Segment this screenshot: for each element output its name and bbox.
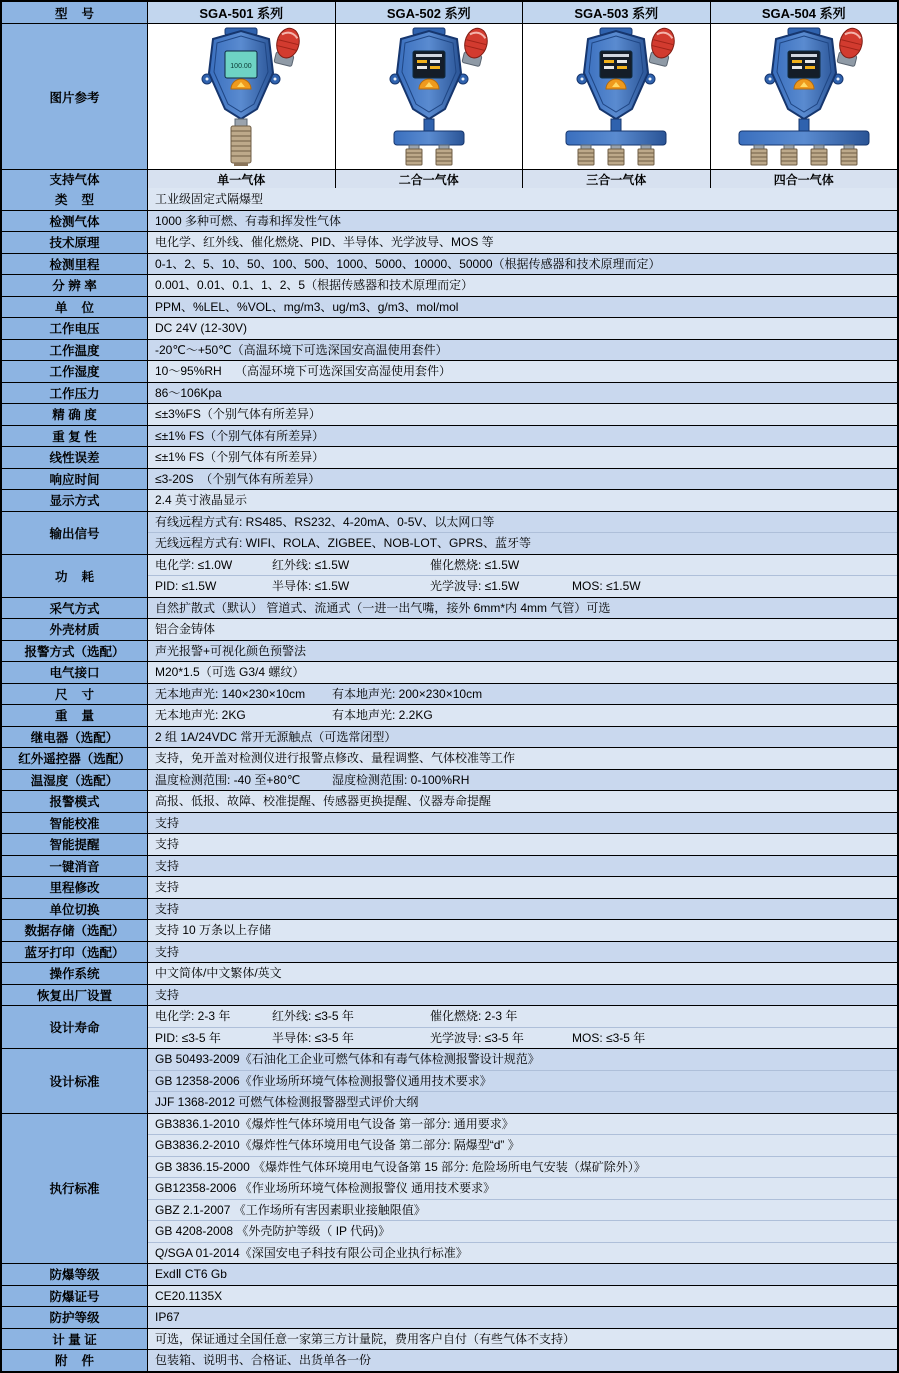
row-value (148, 985, 897, 1006)
row-value (148, 447, 897, 468)
spec-row (2, 1306, 897, 1328)
row-label: 设计标准 (2, 1049, 148, 1113)
value-segment: 1000 多种可燃、有毒和挥发性气体 (155, 213, 342, 228)
value-segment: 铝合金铸体 (155, 622, 216, 636)
row-value-line (148, 318, 897, 339)
value-segment: 半导体: ≤3-5 年 (272, 1030, 354, 1045)
row-label: 重 复 性 (2, 426, 148, 447)
value-segment: 工业级固定式隔爆型 (155, 191, 264, 206)
gas-detector-image (153, 27, 329, 167)
row-value-line (148, 254, 897, 275)
row-value-line (148, 619, 897, 640)
supported-gas-value-1: 单一气体 (148, 170, 336, 188)
value-segment: ≤3-20S （个别气体有所差异） (155, 471, 321, 486)
row-value-line (148, 1091, 897, 1113)
row-label: 防护等级 (2, 1307, 148, 1328)
row-label: 防爆证号 (2, 1286, 148, 1307)
row-value (148, 619, 897, 640)
supported-gas-value-2: 二合一气体 (336, 170, 524, 188)
value-segment: 有线远程方式有: RS485、RS232、4-20mA、0-5V、以太网口等 (155, 514, 495, 529)
row-value (148, 426, 897, 447)
row-label: 显示方式 (2, 490, 148, 511)
row-value-line (148, 877, 897, 898)
spec-row (2, 489, 897, 511)
row-value-line (148, 1049, 897, 1070)
value-segment: GB 12358-2006《作业场所环境气体检测报警仪通用技术要求》 (155, 1073, 492, 1088)
spec-row (2, 661, 897, 683)
row-value-line (148, 275, 897, 296)
value-segment: 2 组 1A/24VDC 常开无源触点（可选常闭型） (155, 729, 397, 744)
row-value (148, 727, 897, 748)
row-label: 设计寿命 (2, 1006, 148, 1048)
row-value-line (148, 1242, 897, 1264)
row-value (148, 705, 897, 726)
value-segment: 支持 (155, 944, 180, 959)
value-segment: 支持，免开盖对检测仪进行报警点修改、量程调整、气体校准等工作 (155, 751, 516, 765)
row-value (148, 232, 897, 253)
row-value (148, 340, 897, 361)
value-segment: 支持 (155, 880, 180, 894)
value-segment: 0-1、2、5、10、50、100、500、1000、5000、10000、50000（根据传感器和技术原理而定） (155, 256, 661, 271)
column-header-1: SGA-501 系列 (148, 2, 336, 23)
row-value-line (148, 1307, 897, 1328)
row-value (148, 920, 897, 941)
row-label: 防爆等级 (2, 1264, 148, 1285)
row-value-line (148, 1114, 897, 1135)
spec-row (2, 1113, 897, 1264)
row-value-line (148, 532, 897, 554)
value-segment: 有本地声光: 200×230×10cm (332, 686, 483, 701)
row-label: 智能提醒 (2, 834, 148, 855)
value-segment: GB3836.2-2010《爆炸性气体环境用电气设备 第二部分: 隔爆型“d” 》 (155, 1138, 520, 1152)
value-segment: 可选，保证通过全国任意一家第三方计量院，费用客户自付（有些气体不支持） (155, 1331, 576, 1346)
row-value-line (148, 361, 897, 382)
spec-row (2, 188, 897, 210)
value-segment: 中文简体/中文繁体/英文 (155, 966, 282, 980)
row-value-line (148, 791, 897, 812)
value-segment: DC 24V (12-30V) (155, 321, 248, 335)
spec-row (2, 511, 897, 554)
value-segment: PID: ≤3-5 年 (155, 1030, 221, 1045)
spec-row (2, 446, 897, 468)
row-label: 附 件 (2, 1350, 148, 1371)
row-value (148, 1307, 897, 1328)
spec-row (2, 317, 897, 339)
row-value (148, 598, 897, 619)
row-label: 一键消音 (2, 856, 148, 877)
spec-row (2, 747, 897, 769)
row-label: 智能校准 (2, 813, 148, 834)
row-label: 输出信号 (2, 512, 148, 554)
spec-row (2, 597, 897, 619)
spec-row (2, 1263, 897, 1285)
row-value-line (148, 1006, 897, 1027)
value-segment: 自然扩散式（默认） 管道式、流通式（一进一出气嘴，接外 6mm*内 4mm 气管）可选 (155, 600, 611, 615)
lcd-readout: 100.00 (230, 62, 252, 70)
value-segment: M20*1.5（可选 G3/4 螺纹） (155, 665, 305, 679)
row-value-line (148, 727, 897, 748)
spec-row (2, 855, 897, 877)
value-segment: 无本地声光: 2KG (155, 708, 246, 722)
row-label: 恢复出厂设置 (2, 985, 148, 1006)
row-value (148, 899, 897, 920)
alarm-beacon-icon (460, 27, 490, 67)
row-value-line (148, 813, 897, 834)
row-value-line (148, 1156, 897, 1178)
value-segment: PPM、%LEL、%VOL、mg/m3、ug/m3、g/m3、mol/mol (155, 299, 459, 314)
row-label: 外壳材质 (2, 619, 148, 640)
row-value (148, 791, 897, 812)
value-segment: MOS: ≤3-5 年 (572, 1030, 646, 1045)
spec-row (2, 360, 897, 382)
row-label: 采气方式 (2, 598, 148, 619)
row-label: 工作电压 (2, 318, 148, 339)
value-segment: GB12358-2006 《作业场所环境气体检测报警仪 通用技术要求》 (155, 1181, 496, 1195)
row-value (148, 297, 897, 318)
row-value (148, 641, 897, 662)
row-value (148, 1114, 897, 1264)
value-segment: 红外线: ≤1.5W (272, 557, 350, 572)
value-segment: 红外线: ≤3-5 年 (272, 1009, 354, 1023)
row-label: 类 型 (2, 188, 148, 210)
value-segment: Q/SGA 01-2014《深国安电子科技有限公司企业执行标准》 (155, 1245, 468, 1260)
row-value-line (148, 985, 897, 1006)
row-value-line (148, 942, 897, 963)
row-value-line (148, 555, 897, 576)
row-value (148, 1350, 897, 1371)
row-value-line (148, 748, 897, 769)
row-value-line (148, 426, 897, 447)
row-value (148, 942, 897, 963)
spec-row (2, 210, 897, 232)
row-value-line (148, 1070, 897, 1092)
sensor-manifold (394, 119, 464, 165)
value-segment: GB 3836.15-2000 《爆炸性气体环境用电气设备第 15 部分: 危险场所电气安装（煤矿除外）》 (155, 1159, 646, 1174)
value-segment: 支持 (155, 858, 180, 873)
alarm-beacon-icon (647, 27, 677, 67)
row-value-line (148, 490, 897, 511)
row-label: 尺 寸 (2, 684, 148, 705)
value-segment: 电化学: 2-3 年 (155, 1009, 231, 1023)
row-label: 红外遥控器（选配） (2, 748, 148, 769)
row-value-line (148, 1027, 897, 1049)
image-reference-row (2, 23, 897, 169)
row-value (148, 684, 897, 705)
value-segment: 半导体: ≤1.5W (272, 579, 350, 593)
row-value-line (148, 512, 897, 533)
value-segment: 光学波导: ≤1.5W (430, 579, 520, 593)
sensor-probe (231, 119, 251, 166)
row-value-line (148, 1264, 897, 1285)
row-label: 重 量 (2, 705, 148, 726)
row-label: 计 量 证 (2, 1329, 148, 1350)
spec-row (2, 984, 897, 1006)
value-segment: 2.4 英寸液晶显示 (155, 493, 248, 507)
spec-row (2, 683, 897, 705)
row-value-line (148, 662, 897, 683)
row-value (148, 211, 897, 232)
row-value (148, 555, 897, 597)
spec-row (2, 1349, 897, 1371)
row-value (148, 318, 897, 339)
row-value-line (148, 447, 897, 468)
spec-row (2, 876, 897, 898)
spec-row (2, 726, 897, 748)
row-label: 响应时间 (2, 469, 148, 490)
row-value-line (148, 705, 897, 726)
row-value (148, 512, 897, 554)
row-label: 执行标准 (2, 1114, 148, 1264)
value-segment: 支持 10 万条以上存储 (155, 923, 272, 937)
spec-row (2, 898, 897, 920)
value-segment: PID: ≤1.5W (155, 579, 217, 593)
row-value-line (148, 899, 897, 920)
value-segment: 电化学: ≤1.0W (155, 557, 233, 572)
value-segment: IP67 (155, 1310, 180, 1324)
spec-row (2, 382, 897, 404)
row-value (148, 275, 897, 296)
row-label: 检测气体 (2, 211, 148, 232)
row-value-line (148, 963, 897, 984)
value-segment: ExdⅡ CT6 Gb (155, 1267, 227, 1281)
table-header-row (2, 2, 897, 23)
row-value-line (148, 1177, 897, 1199)
spec-row (2, 812, 897, 834)
row-value-line (148, 1329, 897, 1350)
sga-502-detector-photo (336, 24, 524, 169)
value-segment: JJF 1368-2012 可燃气体检测报警器型式评价大纲 (155, 1095, 419, 1109)
row-value-line (148, 834, 897, 855)
value-segment: 高报、低报、故障、校准提醒、传感器更换提醒、仪器寿命提醒 (155, 794, 492, 808)
row-value (148, 383, 897, 404)
gas-detector-image (716, 27, 892, 167)
row-value-line (148, 856, 897, 877)
row-value-line (148, 340, 897, 361)
spec-row (2, 962, 897, 984)
row-label: 工作压力 (2, 383, 148, 404)
value-segment: 支持 (155, 837, 180, 851)
gas-row-label: 支持气体 (2, 170, 148, 188)
spec-row (2, 231, 897, 253)
row-label: 操作系统 (2, 963, 148, 984)
spec-row (2, 919, 897, 941)
value-segment: 温度检测范围: -40 至+80℃ (155, 772, 301, 787)
row-label: 线性误差 (2, 447, 148, 468)
row-value-line (148, 575, 897, 597)
detector-body (202, 28, 280, 119)
value-segment: ≤±1% FS（个别气体有所差异） (155, 428, 325, 443)
row-value (148, 490, 897, 511)
row-value (148, 404, 897, 425)
row-value-line (148, 770, 897, 791)
spec-row (2, 790, 897, 812)
sga-504-detector-photo (711, 24, 898, 169)
value-segment: 支持 (155, 901, 180, 916)
supported-gas-value-3: 三合一气体 (523, 170, 711, 188)
row-value (148, 770, 897, 791)
sensor-manifold (566, 119, 666, 165)
row-value-line (148, 1350, 897, 1371)
row-value-line (148, 232, 897, 253)
spec-row (2, 704, 897, 726)
spec-row (2, 339, 897, 361)
spec-row (2, 640, 897, 662)
value-segment: 支持 (155, 987, 180, 1002)
sga-503-detector-photo (523, 24, 711, 169)
row-value (148, 856, 897, 877)
detector-body (577, 28, 655, 119)
supported-gas-row (2, 169, 897, 188)
spec-row (2, 253, 897, 275)
column-header-3: SGA-503 系列 (523, 2, 711, 23)
row-label: 继电器（选配） (2, 727, 148, 748)
detector-body (765, 28, 843, 119)
value-segment: 电化学、红外线、催化燃烧、PID、半导体、光学波导、MOS 等 (155, 235, 494, 249)
row-label: 电气接口 (2, 662, 148, 683)
value-segment: GBZ 2.1-2007 《工作场所有害因素职业接触限值》 (155, 1202, 426, 1217)
supported-gas-value-4: 四合一气体 (711, 170, 898, 188)
alarm-beacon-icon (272, 27, 302, 67)
column-header-4: SGA-504 系列 (711, 2, 898, 23)
row-value (148, 963, 897, 984)
value-segment: 有本地声光: 2.2KG (332, 708, 433, 722)
row-label: 功 耗 (2, 555, 148, 597)
gas-detector-image (341, 27, 517, 167)
row-value-line (148, 469, 897, 490)
value-segment: 0.001、0.01、0.1、1、2、5（根据传感器和技术原理而定） (155, 278, 474, 292)
row-value (148, 662, 897, 683)
value-segment: 无线远程方式有: WIFI、ROLA、ZIGBEE、NOB-LOT、GPRS、蓝牙等 (155, 536, 532, 550)
image-row-label: 图片参考 (2, 24, 148, 169)
value-segment: CE20.1135X (155, 1288, 223, 1303)
row-value (148, 1264, 897, 1285)
row-value-line (148, 1220, 897, 1242)
spec-row (2, 274, 897, 296)
row-value-line (148, 297, 897, 318)
row-value-line (148, 920, 897, 941)
row-label: 技术原理 (2, 232, 148, 253)
row-value-line (148, 1199, 897, 1221)
row-label: 蓝牙打印（选配） (2, 942, 148, 963)
row-value-line (148, 189, 897, 210)
row-value-line (148, 641, 897, 662)
row-label: 分 辨 率 (2, 275, 148, 296)
row-value-line (148, 383, 897, 404)
value-segment: -20℃～+50℃（高温环境下可选深国安高温使用套件） (155, 342, 448, 357)
spec-row (2, 1328, 897, 1350)
row-value-line (148, 1286, 897, 1307)
spec-row (2, 618, 897, 640)
value-segment: 无本地声光: 140×230×10cm (155, 686, 306, 701)
value-segment: MOS: ≤1.5W (572, 579, 641, 593)
value-segment: ≤±3%FS（个别气体有所差异） (155, 407, 321, 421)
spec-row (2, 425, 897, 447)
value-segment: 10～95%RH （高湿环境下可选深国安高湿使用套件） (155, 364, 452, 378)
row-value (148, 1329, 897, 1350)
value-segment: 湿度检测范围: 0-100%RH (332, 772, 470, 787)
row-label: 工作温度 (2, 340, 148, 361)
row-label: 工作湿度 (2, 361, 148, 382)
row-label: 检测里程 (2, 254, 148, 275)
value-segment: 86～106Kpa (155, 385, 222, 400)
value-segment: 支持 (155, 815, 180, 830)
row-value-line (148, 404, 897, 425)
sga-501-detector-photo (148, 24, 336, 169)
value-segment: 光学波导: ≤3-5 年 (430, 1030, 524, 1045)
row-value (148, 361, 897, 382)
row-value (148, 1049, 897, 1113)
value-segment: 催化燃烧: 2-3 年 (430, 1009, 518, 1023)
sensor-manifold (739, 119, 869, 165)
alarm-beacon-icon (835, 27, 865, 67)
model-header-label: 型 号 (2, 2, 148, 23)
row-label: 报警方式（选配） (2, 641, 148, 662)
column-header-2: SGA-502 系列 (336, 2, 524, 23)
value-segment: ≤±1% FS（个别气体有所差异） (155, 450, 325, 464)
row-value (148, 1006, 897, 1048)
spec-row (2, 403, 897, 425)
spec-row (2, 1285, 897, 1307)
value-segment: GB 50493-2009《石油化工企业可燃气体和有毒气体检测报警设计规范》 (155, 1052, 540, 1066)
row-value (148, 834, 897, 855)
spec-row (2, 769, 897, 791)
spec-row (2, 296, 897, 318)
row-label: 数据存储（选配） (2, 920, 148, 941)
row-value (148, 748, 897, 769)
value-segment: GB3836.1-2010《爆炸性气体环境用电气设备 第一部分: 通用要求》 (155, 1116, 514, 1131)
value-segment: 催化燃烧: ≤1.5W (430, 557, 520, 572)
spec-row (2, 941, 897, 963)
row-label: 温湿度（选配） (2, 770, 148, 791)
row-label: 报警模式 (2, 791, 148, 812)
spec-row (2, 468, 897, 490)
detector-body (390, 28, 468, 119)
row-value (148, 188, 897, 210)
value-segment: GB 4208-2008 《外壳防护等级（ IP 代码)》 (155, 1224, 391, 1238)
row-value-line (148, 684, 897, 705)
row-label: 里程修改 (2, 877, 148, 898)
value-segment: 声光报警+可视化颜色预警法 (155, 643, 307, 658)
row-value (148, 254, 897, 275)
row-label: 单 位 (2, 297, 148, 318)
row-label: 单位切换 (2, 899, 148, 920)
spec-row (2, 833, 897, 855)
spec-row (2, 1048, 897, 1113)
value-segment: 包装箱、说明书、合格证、出货单各一份 (155, 1353, 372, 1367)
row-value (148, 1286, 897, 1307)
row-value-line (148, 1134, 897, 1156)
row-label: 精 确 度 (2, 404, 148, 425)
gas-detector-image (528, 27, 704, 167)
row-value (148, 813, 897, 834)
row-value (148, 877, 897, 898)
spec-row (2, 1005, 897, 1048)
row-value-line (148, 211, 897, 232)
row-value-line (148, 598, 897, 619)
row-value (148, 469, 897, 490)
spec-row (2, 554, 897, 597)
